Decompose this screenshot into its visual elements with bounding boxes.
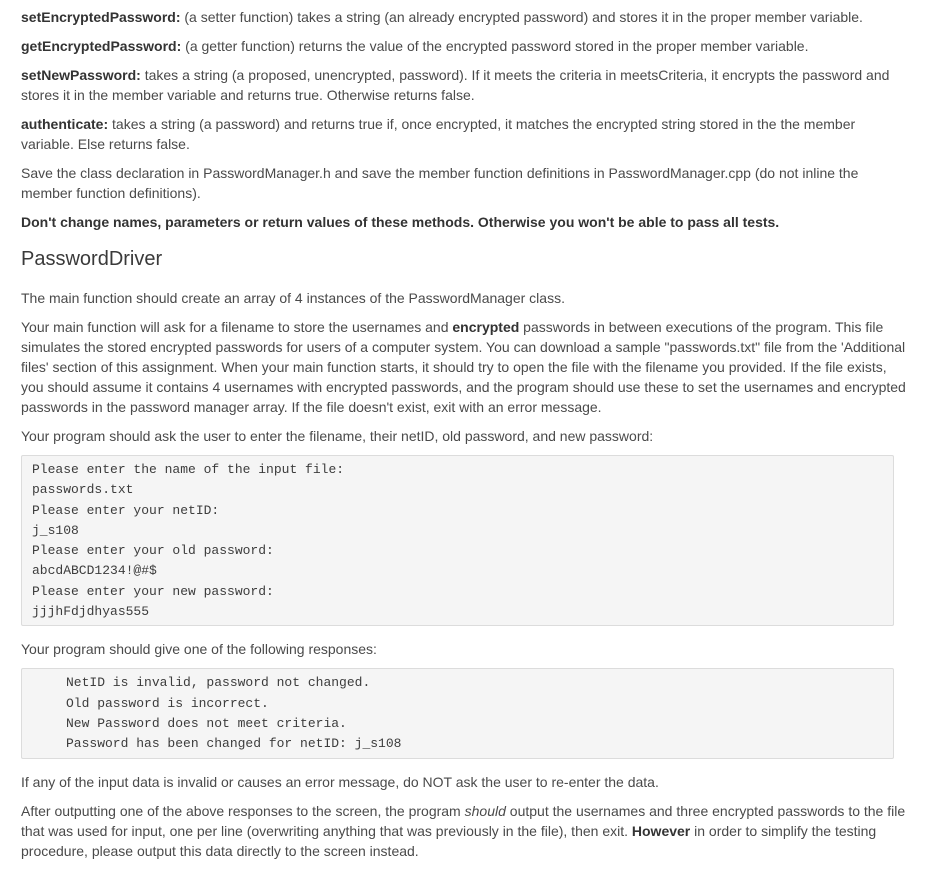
code-line: Old password is incorrect. xyxy=(66,695,269,711)
emphasis-encrypted: encrypted xyxy=(452,319,520,335)
responses-code-block xyxy=(21,668,894,758)
method-name: getEncryptedPassword: xyxy=(21,38,182,54)
method-description: takes a string (a proposed, unencrypted, password). If it meets the criteria in meetsCriteria, it encrypts the password and stores it in the member variable and returns true. Otherwise returns false. xyxy=(21,67,890,103)
code-line: Please enter your old password: xyxy=(32,543,274,559)
emphasis-however: However xyxy=(631,822,691,839)
method-name: authenticate: xyxy=(21,116,109,132)
text-segment: output the usernames and three encrypted passwords to the file that was used for input, one per line (overwriting anything that was previously in the file), then exit. xyxy=(21,802,906,839)
input-example-code-block xyxy=(21,455,894,626)
code-line: abcdABCD1234!@#$ xyxy=(32,563,157,579)
driver-intro: The main function should create an array of 4 instances of the PasswordManager class. xyxy=(21,290,565,306)
method-setNewPassword xyxy=(21,65,911,105)
code-line: Password has been changed for netID: j_s108 xyxy=(66,736,402,752)
code-line: Please enter the name of the input file: xyxy=(32,462,345,477)
code-line: NetID is invalid, password not changed. xyxy=(66,675,371,691)
code-line: passwords.txt xyxy=(32,482,134,498)
files-paragraph xyxy=(21,317,911,417)
emphasis-should: should xyxy=(464,802,506,819)
method-description: takes a string (a password) and returns true if, once encrypted, it matches the encrypted string stored in the the member variable. Else returns false. xyxy=(21,116,856,152)
text-segment: After outputting one of the above responses to the screen, the program xyxy=(21,802,465,819)
code-line: New Password does not meet criteria. xyxy=(66,715,347,731)
text-segment: passwords in between executions of the program. This file simulates the stored encrypted passwords for users of a computer system. You can download a sample "passwords.txt" file from the 'Additional files' section of this assignment. When your main function starts, it should try to open the file with the filename you provided. If the file exists, you should assume it contains 4 usernames with encrypted passwords, and the program should use these to set the usernames and encrypted passwords in the password manager array. If the file doesn't exist, exit with an error message. xyxy=(21,319,906,415)
code-line: jjjhFdjdhyas555 xyxy=(32,604,150,620)
text-segment: in order to simplify the testing procedure, please output this data directly to the screen instead. xyxy=(21,822,877,859)
code-line: Please enter your netID: xyxy=(32,502,220,518)
responses-intro: Your program should give one of the following responses: xyxy=(21,641,377,658)
invalid-input-note: If any of the input data is invalid or causes an error message, do NOT ask the user to re-enter the data. xyxy=(21,773,659,790)
final-paragraph xyxy=(21,801,911,861)
code-line: j_s108 xyxy=(32,522,79,538)
section-heading-password-driver: PasswordDriver xyxy=(21,248,163,270)
text-segment: Your main function will ask for a filename to store the usernames and xyxy=(21,319,453,335)
warning-note: Don't change names, parameters or return values of these methods. Otherwise you won't be able to pass all tests. xyxy=(21,214,780,230)
code-line: Please enter your new password: xyxy=(32,583,274,599)
method-description: (a getter function) returns the value of the encrypted password stored in the proper member variable. xyxy=(181,38,809,54)
ask-intro: Your program should ask the user to enter the filename, their netID, old password, and new password: xyxy=(21,428,654,444)
method-description: (a setter function) takes a string (an already encrypted password) and stores it in the proper member variable. xyxy=(180,9,863,25)
save-note: Save the class declaration in PasswordManager.h and save the member function definitions in PasswordManager.cpp (do not inline the member function definitions). xyxy=(21,165,859,201)
method-name: setEncryptedPassword: xyxy=(21,9,181,25)
method-getEncryptedPassword xyxy=(21,36,911,56)
method-setEncryptedPassword xyxy=(21,7,911,27)
method-authenticate xyxy=(21,114,911,154)
method-name: setNewPassword: xyxy=(21,67,141,83)
